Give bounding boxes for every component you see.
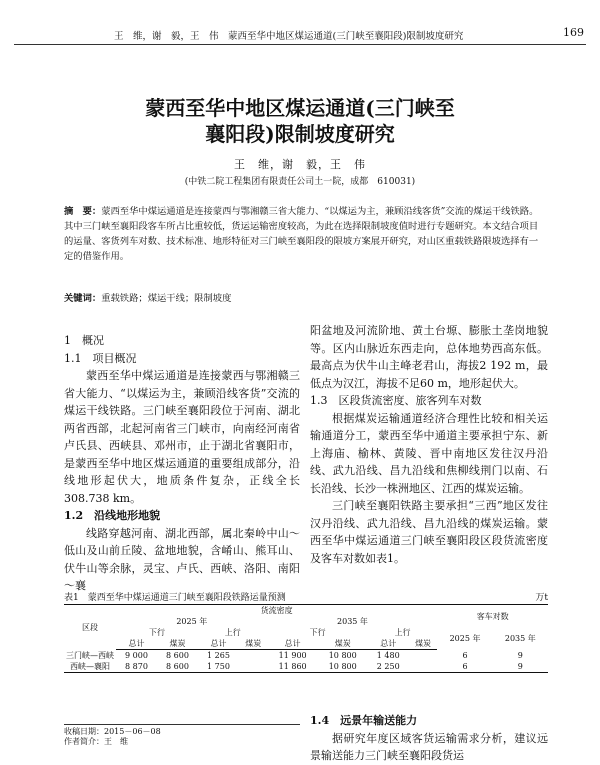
affiliation: (中铁二院工程集团有限责任公司土一院，成都 610031) [184, 177, 416, 187]
freight-table [64, 604, 548, 673]
cell: 1 750 [198, 661, 239, 673]
cell: 8 600 [166, 651, 189, 660]
row-section: 西峡—襄阳 [64, 661, 116, 673]
keywords [64, 290, 542, 304]
header-year-2035-freight: 2035 年 [337, 617, 368, 626]
section-1-3-text-2: 三门峡至襄阳铁路主要承担“三西”地区发往汉丹沿线、武九沿线、昌九沿线的煤炭运输。蒙西至华中煤运通道三门峡至襄阳段区段货流密度及客车对数如表1。 [310, 499, 548, 565]
section-1-4-heading: 1.4 远景年输送能力 [310, 714, 418, 727]
header-total: 总计 [268, 638, 318, 650]
cell: 11 860 [268, 661, 318, 673]
received-date: 收稿日期：2015－06－08 [64, 727, 161, 736]
cell: 9 [517, 650, 523, 660]
section-1-heading: 1 概况 [64, 334, 104, 347]
keywords-label: 关键词： [64, 293, 102, 304]
table-row [64, 650, 548, 662]
header-section: 区段 [64, 605, 116, 650]
section-1-3-text-1: 根据煤炭运输通道经济合理性比较和相关运输通道分工，蒙西至华中通道主要承担宁东、新上海庙、榆林、黄陵、晋中南地区发往汉丹沿线、武九沿线、昌九沿线和焦柳线荆门以南、石长沿线、长沙一株洲地区、江西的煤炭运输。 [310, 411, 548, 495]
page-number: 169 [563, 26, 584, 39]
header-passenger-2025: 2025 年 [449, 633, 481, 643]
section-1-2-heading: 1.2 沿线地形地貌 [64, 509, 161, 522]
cell: 2 250 [368, 661, 409, 673]
header-up-2035: 上行 [394, 628, 411, 637]
header-passenger-2035: 2035 年 [504, 633, 536, 643]
header-total: 总计 [116, 638, 157, 650]
left-column [64, 332, 300, 595]
keywords-text: 重载铁路；煤运干线；限制坡度 [101, 293, 232, 304]
header-down-2035: 下行 [309, 628, 326, 637]
cell: 10 800 [318, 661, 368, 673]
cell [239, 661, 268, 673]
header-down-2025: 下行 [148, 628, 165, 637]
continued-text: 阳盆地及河流阶地、黄土台塬、膨胀土垄岗地貌等。区内山脉近东西走向，总体地势西高东低。最高点为伏牛山主峰老君山，海拔2 192 m，最低点为汉江，海拔不足60 m，地形起伏大。 [310, 324, 548, 390]
section-1-3-heading: 1.3 区段货流密度、旅客列车对数 [310, 394, 482, 407]
cell [409, 661, 438, 673]
cell: 9 [493, 661, 548, 673]
section-1-1-heading: 1.1 项目概况 [64, 351, 137, 365]
table-caption [64, 590, 548, 603]
cell [409, 650, 438, 662]
paper-title-line1: 蒙西至华中地区煤运通道(三门峡至 [145, 96, 455, 120]
header-passenger: 客车对数 [437, 605, 548, 628]
cell: 8 600 [157, 661, 198, 673]
section-1-2-text: 线路穿越河南、湖北西部，属北秦岭中山～低山及山前丘陵、盆地地貌，含崤山、熊耳山、伏牛山等余脉，灵宝、卢氏、西峡、洛阳、南阳～襄 [64, 526, 300, 592]
cell: 10 800 [328, 651, 357, 660]
right-column-bottom [310, 712, 548, 765]
cell: 1 480 [376, 651, 400, 660]
header-coal: 煤炭 [409, 638, 438, 650]
authors: 王 维，谢 毅，王 伟 [234, 158, 366, 171]
abstract-label: 摘 要： [64, 206, 102, 217]
cell [239, 650, 268, 662]
abstract-text: 蒙西至华中煤运通道是连接蒙西与鄂湘赣三省大能力、“以煤运为主，兼顾沿线客货”交流的煤运干线铁路。其中三门峡至襄阳段客车所占比重较低，货运运输密度较高，为此在选择限制坡度值时进行专题研究。本文结合项目的运量、客货列车对数、技术标准、地形特征对三门峡至襄阳段的限坡方案展开研究，对山区重载铁路限坡选择有一定的借鉴作用。 [64, 206, 539, 262]
header-freight: 货流密度 [116, 605, 437, 617]
header-year-2025-freight: 2025 年 [176, 617, 208, 626]
cell: 9 000 [125, 651, 148, 660]
header-coal: 煤炭 [318, 638, 368, 650]
footnote [64, 724, 300, 747]
header-coal: 煤炭 [239, 638, 268, 650]
section-1-1-text: 蒙西至华中煤运通道是连接蒙西与鄂湘赣三省大能力、“以煤运为主，兼顾沿线客货”交流的煤运干线铁路。三门峡至襄阳段位于河南、湖北两省西部，北起河南省三门峡市，向南经河南省卢氏县、西峡县、邓州市，止于湖北省襄阳市，是蒙西至华中地区煤运通道的重要组成部分，沿线地形起伏大，地质条件复杂，正线全长308.738 km。 [64, 369, 300, 505]
table-caption-text: 表1 蒙西至华中煤运通道三门峡至襄阳段铁路运量预测 [64, 593, 286, 603]
cell: 11 900 [278, 651, 307, 660]
cell: 6 [437, 661, 492, 673]
author-bio: 作者简介：王 维 [64, 737, 128, 746]
section-1-4-text: 据研究年度区域客货运输需求分析，建议远景输送能力三门峡至襄阳段货运 [310, 731, 548, 762]
cell: 6 [462, 650, 468, 660]
table-row [64, 661, 548, 673]
table-unit: 万t [535, 593, 548, 603]
paper-title-line2: 襄阳段)限制坡度研究 [205, 122, 395, 146]
row-section: 三门峡—西峡 [66, 650, 114, 660]
right-column [310, 322, 548, 567]
running-title: 王 维，谢 毅，王 伟 蒙西至华中地区煤运通道(三门峡至襄阳段)限制坡度研究 [114, 31, 464, 42]
header-total: 总计 [198, 638, 239, 650]
cell: 8 870 [116, 661, 157, 673]
running-header [14, 22, 586, 45]
abstract [64, 204, 542, 264]
header-up-2025: 上行 [224, 628, 241, 637]
cell: 1 265 [207, 651, 230, 660]
header-coal: 煤炭 [157, 638, 198, 650]
header-total: 总计 [368, 638, 409, 650]
